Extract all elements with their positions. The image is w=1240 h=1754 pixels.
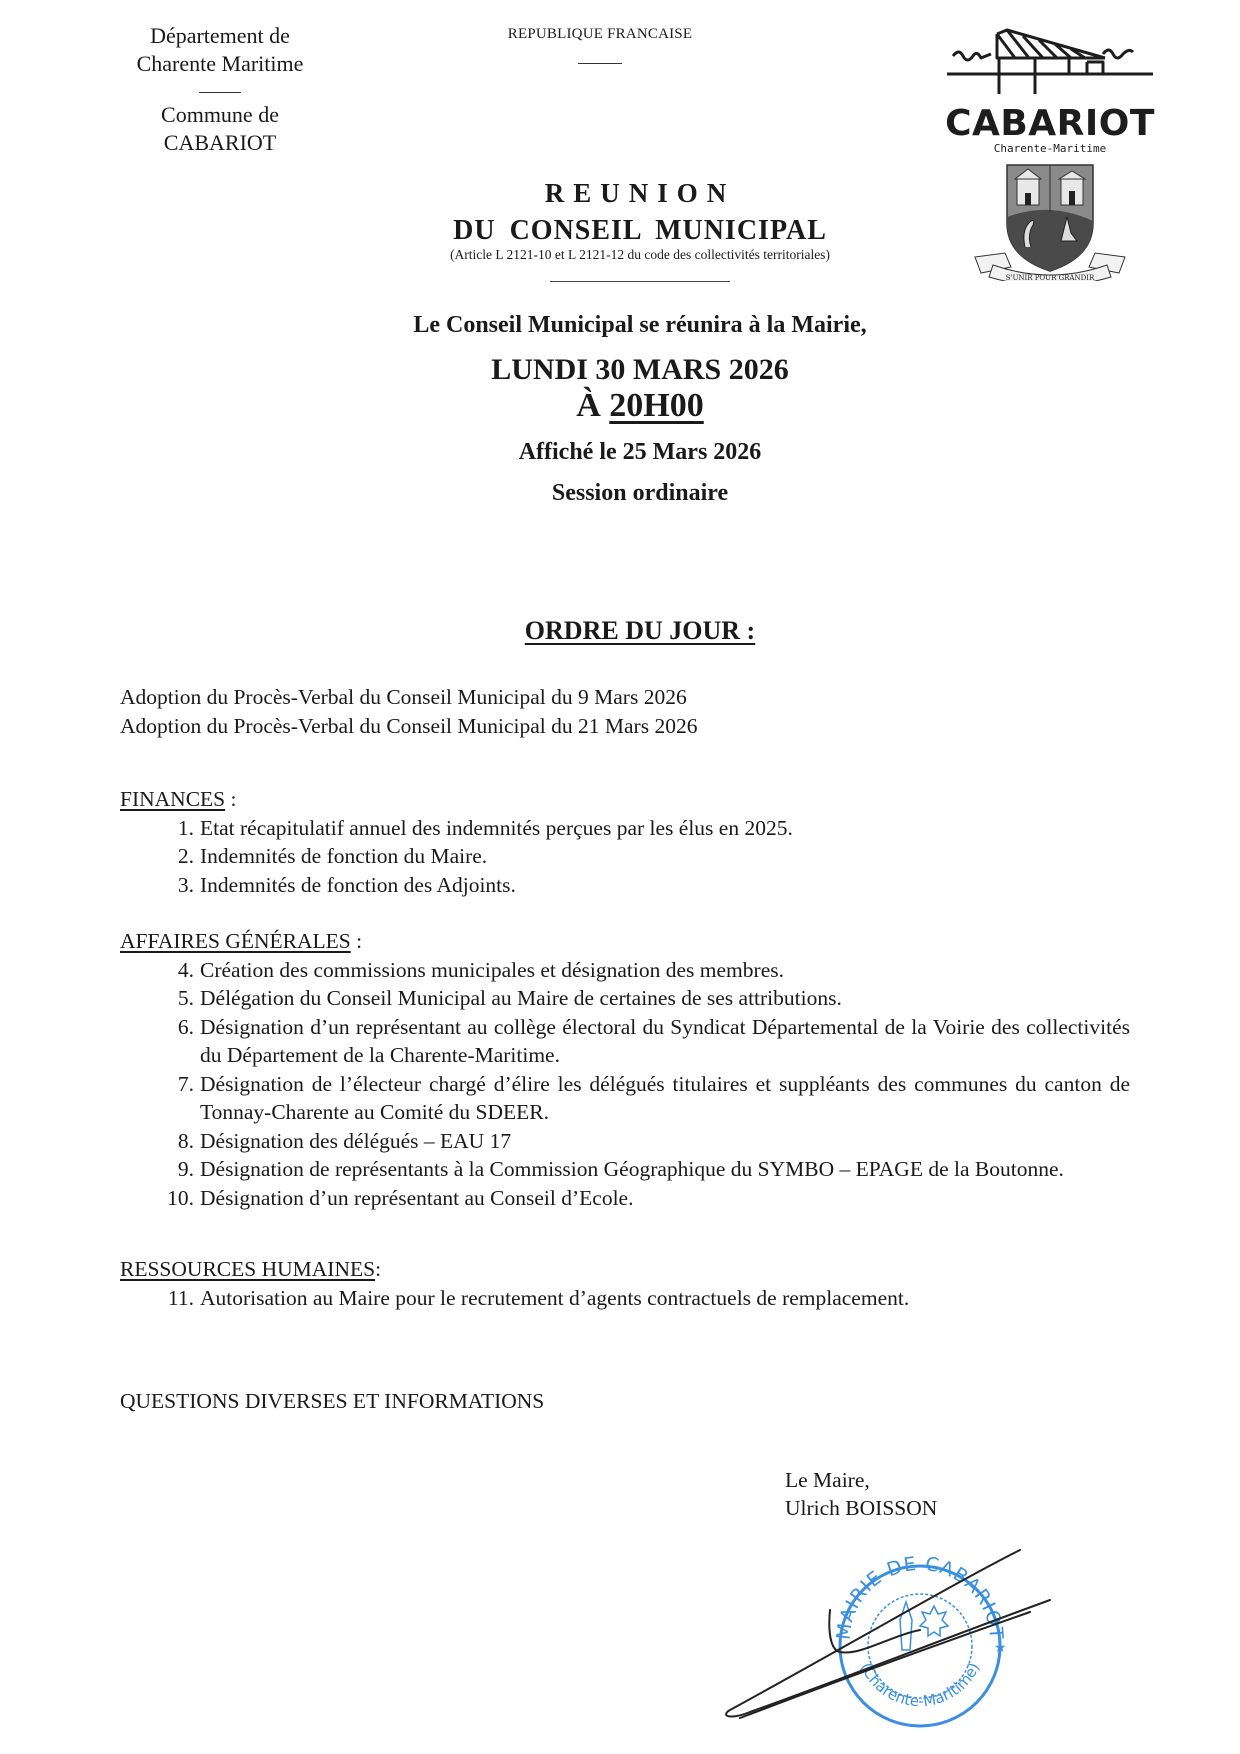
meeting-date: LUNDI 30 MARS 2026 — [491, 353, 789, 386]
agenda-item: 8. Désignation des délégués – EAU 17 — [177, 1128, 512, 1153]
issuer-block — [100, 22, 340, 157]
legal-reference: (Article L 2121-10 et L 2121-12 du code des collectivités territoriales) — [450, 247, 830, 262]
star-icon: ★ — [994, 1641, 1007, 1656]
closing-item: QUESTIONS DIVERSES ET INFORMATIONS — [120, 1389, 545, 1413]
commune-line-2: CABARIOT — [163, 130, 277, 155]
bridge-icon — [945, 22, 1155, 102]
section-affaires-generales: AFFAIRES GÉNÉRALES : 4. Création des commissions municipales et désignation des membres. 5. Délégation du Conseil Municipal au Maire de certaines de ses attributions. 6. Désignation d’un représentant au collège électoral du Syndicat Départemental de la Voirie des collectivités du Département de la Charente-Maritime. 7. Désignation de l’électeur chargé d’élire les délégués titulaires et suppléants des communes du canton de Tonnay-Charente au Comité du SDEER. 8. Désignation des délégués – EAU 17 9. Désignation de représentants à la Commission Géographique du SYMBO – EPAGE de la Boutonne. 10. Désignation d’un représentant au Conseil d’Ecole. — [120, 927, 1130, 1212]
section-finances: FINANCES : 1. Etat récapitulatif annuel des indemnités perçues par les élus en 2025. 2. Indemnités de fonction du Maire. 3. Indemnités de fonction des Adjoints. — [120, 785, 1130, 899]
divider — [578, 63, 622, 64]
section-heading: FINANCES — [120, 787, 226, 811]
adoption-item: Adoption du Procès-Verbal du Conseil Municipal du 9 Mars 2026 — [120, 685, 687, 709]
agenda-item: 6. Désignation d’un représentant au collège électoral du Syndicat Départemental de la Voirie des collectivités du Département de la Charente-Maritime. — [177, 1014, 1130, 1067]
agenda-item: 11. Autorisation au Maire pour le recrutement d’agents contractuels de remplacement. — [167, 1285, 910, 1310]
svg-text:MAIRIE DE CABARIOT — [833, 1553, 1008, 1641]
adoption-list — [120, 683, 1020, 740]
commune-line-1: Commune de — [161, 102, 279, 127]
logo-subtitle: Charente-Maritime — [993, 142, 1107, 155]
agenda-item: 10. Désignation d’un représentant au Conseil d’Ecole. — [167, 1185, 634, 1210]
agenda-item: 4. Création des commissions municipales et désignation des membres. — [177, 957, 784, 982]
section-heading: AFFAIRES GÉNÉRALES — [120, 929, 351, 953]
logo-wordmark: CABARIOT — [945, 103, 1155, 144]
meeting-intro: Le Conseil Municipal se réunira à la Mairie, — [413, 312, 867, 338]
agenda-title: ORDRE DU JOUR : — [524, 616, 756, 645]
section-heading: RESSOURCES HUMAINES — [120, 1257, 376, 1281]
republic-label: REPUBLIQUE FRANCAISE — [507, 26, 693, 42]
agenda-item: 5. Délégation du Conseil Municipal au Maire de certaines de ses attributions. — [177, 986, 842, 1010]
republic-block — [470, 26, 730, 64]
posted-date: Affiché le 25 Mars 2026 — [518, 439, 762, 465]
official-stamp — [720, 1540, 1060, 1740]
signatory-name: Ulrich BOISSON — [785, 1496, 938, 1520]
logo-motto: S'UNIR POUR GRANDIR — [1005, 274, 1095, 281]
department-line-2: Charente Maritime — [136, 51, 304, 76]
adoption-item: Adoption du Procès-Verbal du Conseil Municipal du 21 Mars 2026 — [120, 713, 698, 738]
time-value: 20H00 — [609, 387, 704, 424]
session-type: Session ordinaire — [551, 480, 729, 506]
title-council: DU CONSEIL MUNICIPAL — [453, 215, 827, 246]
signature-block — [785, 1466, 937, 1522]
agenda-item: 1. Etat récapitulatif annuel des indemnités perçues par les élus en 2025. — [177, 815, 793, 840]
stamp-text-top: MAIRIE DE CABARIOT — [832, 1552, 1008, 1642]
agenda-item: 7. Désignation de l’électeur chargé d’élire les délégués titulaires et suppléants des communes du canton de Tonnay-Charente au Comité du SDEER. — [177, 1071, 1130, 1124]
document-title — [300, 178, 980, 282]
stamp-text-bottom: (Charente-Maritime) — [856, 1660, 984, 1711]
department-line-1: Département de — [150, 23, 290, 48]
agenda-item: 9. Désignation de représentants à la Commission Géographique du SYMBO – EPAGE de la Boutonne. — [177, 1157, 1064, 1181]
meeting-time — [300, 387, 980, 425]
section-ressources-humaines: RESSOURCES HUMAINES: 11. Autorisation au Maire pour le recrutement d’agents contractuels de remplacement. — [120, 1255, 1130, 1312]
signatory-title: Le Maire, — [785, 1468, 870, 1492]
divider — [550, 281, 730, 282]
title-reunion: REUNION — [544, 178, 736, 208]
agenda-item: 2. Indemnités de fonction du Maire. — [177, 844, 488, 868]
meeting-info — [300, 312, 980, 507]
divider — [199, 92, 241, 93]
time-prefix: À — [576, 387, 610, 424]
agenda-item: 3. Indemnités de fonction des Adjoints. — [177, 872, 516, 897]
